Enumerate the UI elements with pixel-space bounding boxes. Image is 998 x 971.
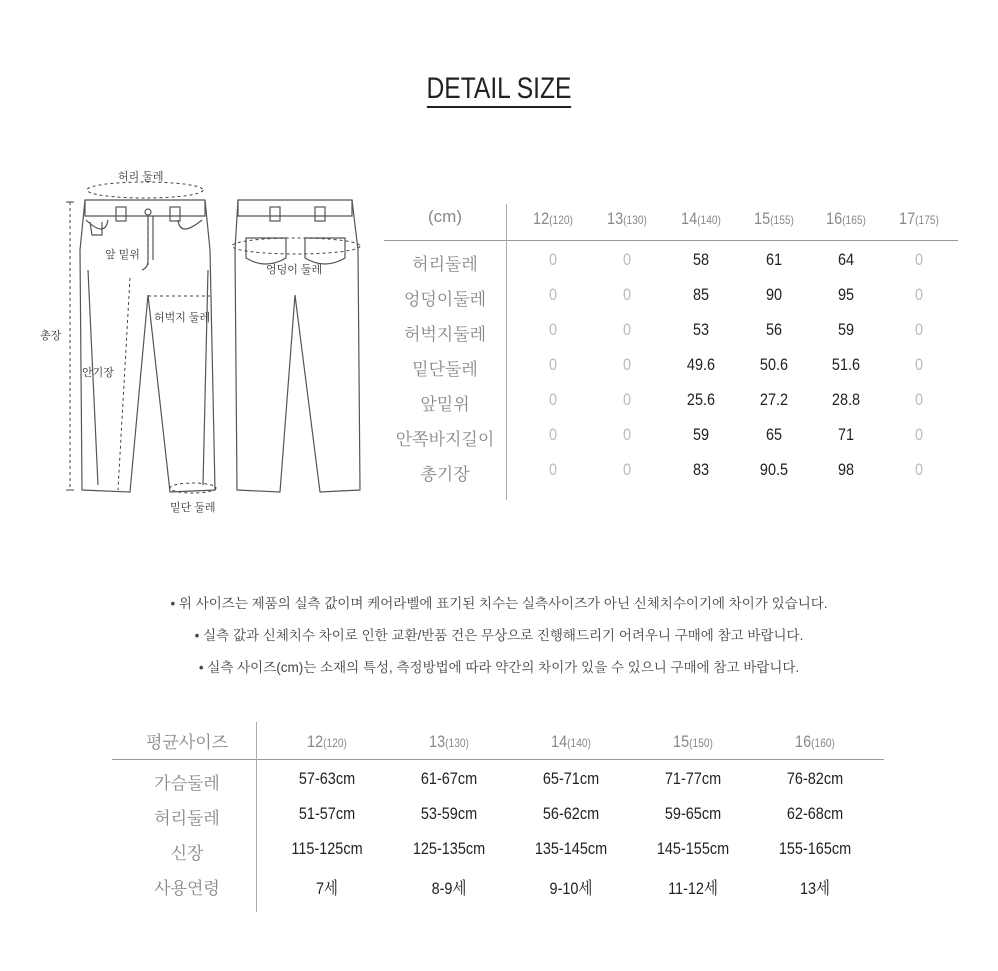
size-cell: 56 (765, 320, 783, 339)
size-cell: 49.6 (686, 355, 716, 374)
size-cell: 28.8 (831, 390, 861, 409)
average-cell: 57-63cm (298, 769, 356, 788)
average-size-header-label: 평균사이즈 (145, 733, 229, 752)
size-cell: 59 (692, 425, 710, 444)
average-cell: 51-57cm (298, 804, 356, 823)
size-cell: 61 (765, 250, 783, 269)
size-cell: 90.5 (759, 460, 789, 479)
size-row-label: 총기장 (420, 465, 470, 484)
pants-diagram (30, 160, 390, 520)
size-cell: 50.6 (759, 355, 789, 374)
size-col-13: 13(130) (607, 209, 647, 228)
size-row-label: 앞밑위 (420, 395, 470, 414)
size-row-label: 엉덩이둘레 (403, 290, 487, 309)
total-length-label: 총장 (40, 330, 62, 342)
size-cell: 0 (548, 285, 558, 304)
front-rise-label: 앞 밑위 (105, 249, 140, 261)
size-cell: 0 (548, 390, 558, 409)
size-cell: 0 (914, 425, 924, 444)
size-cell: 53 (692, 320, 710, 339)
average-cell: 8-9세 (431, 879, 467, 898)
size-row-label: 밑단둘레 (412, 360, 478, 379)
size-cell: 0 (622, 285, 632, 304)
size-cell: 90 (765, 285, 783, 304)
note-line: • 실측 값과 신체치수 차이로 인한 교환/반품 건은 무상으로 진행해드리기 어려우니 구매에 참고 바랍니다. (194, 628, 804, 643)
average-cell: 71-77cm (664, 769, 722, 788)
average-cell: 76-82cm (786, 769, 844, 788)
inseam-label: 안기장 (82, 367, 114, 379)
size-cell: 58 (692, 250, 710, 269)
size-col-17: 17(175) (899, 209, 939, 228)
average-cell: 13세 (799, 879, 831, 898)
average-row-label: 가슴둘레 (154, 774, 220, 793)
size-cell: 0 (622, 425, 632, 444)
hip-label: 엉덩이 둘레 (266, 264, 323, 276)
size-row-label: 허벅지둘레 (403, 325, 487, 344)
thigh-label: 허벅지 둘레 (154, 312, 211, 324)
average-cell: 115-125cm (291, 839, 363, 858)
average-cell: 59-65cm (664, 804, 722, 823)
size-cell: 0 (548, 355, 558, 374)
size-cell: 0 (548, 425, 558, 444)
unit-label: (cm) (428, 207, 462, 226)
size-cell: 0 (622, 320, 632, 339)
note-line: • 실측 사이즈(cm)는 소재의 특성, 측정방법에 따라 약간의 차이가 있을 수 있으니 구매에 참고 바랍니다. (198, 660, 800, 675)
waist-label: 허리 둘레 (118, 171, 164, 183)
size-cell: 0 (548, 460, 558, 479)
average-cell: 53-59cm (420, 804, 478, 823)
size-cell: 0 (548, 250, 558, 269)
size-cell: 0 (622, 355, 632, 374)
size-cell: 65 (765, 425, 783, 444)
size-col-14: 14(140) (681, 209, 721, 228)
average-row-label: 허리둘레 (154, 809, 220, 828)
size-cell: 0 (914, 460, 924, 479)
size-cell: 71 (837, 425, 855, 444)
size-notes (0, 593, 998, 689)
average-row-label: 사용연령 (154, 879, 220, 898)
page-title: DETAIL SIZE (90, 72, 908, 106)
size-cell: 0 (622, 250, 632, 269)
avg-col-13: 13(130) (429, 732, 469, 751)
avg-col-16: 16(160) (795, 732, 835, 751)
average-cell: 155-165cm (778, 839, 852, 858)
avg-col-12: 12(120) (307, 732, 347, 751)
average-cell: 11-12세 (668, 879, 718, 898)
note-line: • 위 사이즈는 제품의 실측 값이며 케어라벨에 표기된 치수는 실측사이즈가 아닌 신체치수이기에 차이가 있습니다. (170, 596, 828, 611)
size-cell: 0 (914, 285, 924, 304)
size-cell: 64 (837, 250, 855, 269)
average-cell: 135-145cm (534, 839, 608, 858)
size-cell: 85 (692, 285, 710, 304)
size-cell: 98 (837, 460, 855, 479)
size-table-divider (506, 204, 507, 500)
average-cell: 7세 (315, 879, 338, 898)
average-cell: 65-71cm (542, 769, 600, 788)
size-cell: 27.2 (759, 390, 789, 409)
size-row-label: 허리둘레 (412, 255, 478, 274)
size-col-16: 16(165) (826, 209, 866, 228)
size-cell: 51.6 (831, 355, 861, 374)
size-cell: 83 (692, 460, 710, 479)
size-cell: 0 (914, 250, 924, 269)
size-cell: 0 (548, 320, 558, 339)
avg-col-15: 15(150) (673, 732, 713, 751)
average-cell: 125-135cm (412, 839, 486, 858)
average-row-label: 신장 (170, 844, 204, 863)
average-cell: 62-68cm (786, 804, 844, 823)
hem-label: 밑단 둘레 (170, 502, 216, 514)
average-cell: 61-67cm (420, 769, 478, 788)
size-cell: 95 (837, 285, 855, 304)
size-cell: 0 (622, 390, 632, 409)
size-col-15: 15(155) (754, 209, 794, 228)
size-cell: 25.6 (686, 390, 716, 409)
size-cell: 0 (914, 355, 924, 374)
average-cell: 145-155cm (656, 839, 730, 858)
size-cell: 0 (622, 460, 632, 479)
size-col-12: 12(120) (533, 209, 573, 228)
size-cell: 0 (914, 320, 924, 339)
size-row-label: 안쪽바지길이 (395, 430, 495, 449)
average-cell: 9-10세 (549, 879, 593, 898)
pants-illustration (30, 160, 390, 520)
average-cell: 56-62cm (542, 804, 600, 823)
avg-col-14: 14(140) (551, 732, 591, 751)
size-cell: 59 (837, 320, 855, 339)
size-cell: 0 (914, 390, 924, 409)
